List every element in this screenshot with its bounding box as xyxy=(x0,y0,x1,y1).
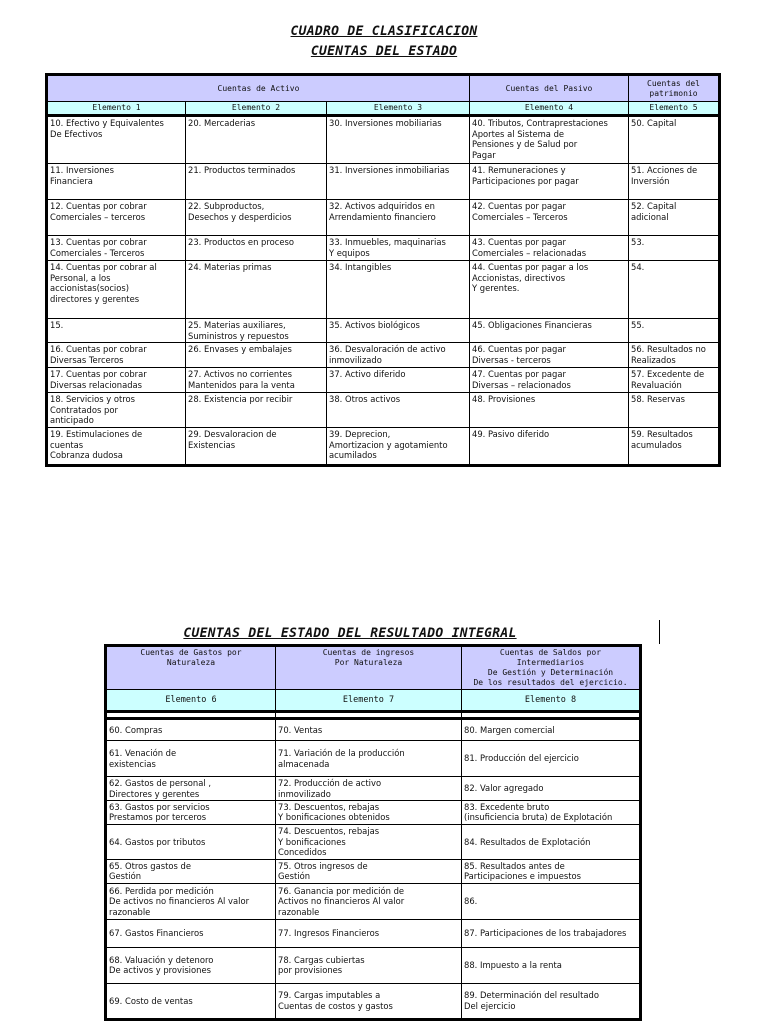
header-pasivo: Cuentas del Pasivo xyxy=(470,75,629,102)
account-cell: 15. xyxy=(47,319,186,343)
account-cell: 38. Otros activos xyxy=(327,393,470,428)
account-cell: 71. Variación de la producción almacenada xyxy=(276,741,462,777)
account-cell: 13. Cuentas por cobrar Comerciales - Terceros xyxy=(47,236,186,261)
account-cell: 81. Producción del ejercicio xyxy=(462,741,641,777)
element-header: Elemento 4 xyxy=(470,102,629,116)
income-statement-table xyxy=(104,644,642,1021)
table-row xyxy=(47,319,720,343)
table-row xyxy=(47,368,720,393)
header-gastos: Cuentas de Gastos por Naturaleza xyxy=(106,646,276,690)
table-row xyxy=(106,741,641,777)
header-patrimonio: Cuentas del patrimonio xyxy=(629,75,720,102)
account-cell: 56. Resultados no Realizados xyxy=(629,343,720,368)
table-row xyxy=(47,428,720,466)
account-cell: 42. Cuentas por pagar Comerciales – Terceros xyxy=(470,200,629,236)
account-cell: 73. Descuentos, rebajas Y bonificaciones obtenidos xyxy=(276,801,462,825)
element-header: Elemento 5 xyxy=(629,102,720,116)
account-cell: 66. Perdida por medición De activos no financieros Al valor razonable xyxy=(106,883,276,919)
account-cell: 40. Tributos, Contraprestaciones Aportes al Sistema de Pensiones y de Salud por Pagar xyxy=(470,116,629,164)
account-cell: 53. xyxy=(629,236,720,261)
separator xyxy=(106,712,276,719)
account-cell: 61. Venación de existencias xyxy=(106,741,276,777)
table-row xyxy=(106,777,641,801)
element-header: Elemento 1 xyxy=(47,102,186,116)
account-cell: 69. Costo de ventas xyxy=(106,983,276,1019)
account-cell: 26. Envases y embalajes xyxy=(186,343,327,368)
table-row xyxy=(47,164,720,200)
table-row xyxy=(47,393,720,428)
header-ingresos: Cuentas de ingresos Por Naturaleza xyxy=(276,646,462,690)
title-resultado-integral: CUENTAS DEL ESTADO DEL RESULTADO INTEGRAL xyxy=(183,626,517,641)
account-cell: 39. Deprecion, Amortizacion y agotamiento acumilados xyxy=(327,428,470,466)
table-row xyxy=(47,200,720,236)
account-cell: 11. Inversiones Financiera xyxy=(47,164,186,200)
element-header: Elemento 6 xyxy=(106,690,276,712)
account-cell: 78. Cargas cubiertas por provisiones xyxy=(276,947,462,983)
account-cell: 62. Gastos de personal , Directores y gerentes xyxy=(106,777,276,801)
account-cell: 28. Existencia por recibir xyxy=(186,393,327,428)
account-cell: 31. Inversiones inmobiliarias xyxy=(327,164,470,200)
element-header: Elemento 7 xyxy=(276,690,462,712)
account-cell: 63. Gastos por servicios Prestamos por terceros xyxy=(106,801,276,825)
account-cell: 21. Productos terminados xyxy=(186,164,327,200)
account-cell: 44. Cuentas por pagar a los Accionistas, directivos Y gerentes. xyxy=(470,261,629,319)
account-cell: 37. Activo diferido xyxy=(327,368,470,393)
account-cell: 89. Determinación del resultado Del ejercicio xyxy=(462,983,641,1019)
account-cell: 43. Cuentas por pagar Comerciales – relacionadas xyxy=(470,236,629,261)
account-cell: 84. Resultados de Explotación xyxy=(462,824,641,859)
element-header: Elemento 2 xyxy=(186,102,327,116)
account-cell: 33. Inmuebles, maquinarias Y equipos xyxy=(327,236,470,261)
table-row xyxy=(47,116,720,164)
table-row xyxy=(106,801,641,825)
divider xyxy=(659,620,660,644)
account-cell: 67. Gastos Financieros xyxy=(106,919,276,947)
account-cell: 86. xyxy=(462,883,641,919)
account-cell: 29. Desvaloracion de Existencias xyxy=(186,428,327,466)
account-cell: 36. Desvaloración de activo inmovilizado xyxy=(327,343,470,368)
account-cell: 45. Obligaciones Financieras xyxy=(470,319,629,343)
account-cell: 83. Excedente bruto (insuficiencia bruta) de Explotación xyxy=(462,801,641,825)
account-cell: 48. Provisiones xyxy=(470,393,629,428)
account-cell: 82. Valor agregado xyxy=(462,777,641,801)
table-row xyxy=(47,236,720,261)
table-row xyxy=(47,261,720,319)
account-cell: 49. Pasivo diferido xyxy=(470,428,629,466)
table-row xyxy=(106,859,641,883)
header-saldos: Cuentas de Saldos por Intermediarios De Gestión y Determinación De los resultados del ejercicio. xyxy=(462,646,641,690)
account-cell: 65. Otros gastos de Gestión xyxy=(106,859,276,883)
account-cell: 60. Compras xyxy=(106,719,276,741)
table-row xyxy=(106,824,641,859)
account-cell: 51. Acciones de Inversión xyxy=(629,164,720,200)
account-cell: 75. Otros ingresos de Gestión xyxy=(276,859,462,883)
account-cell: 68. Valuación y detenoro De activos y provisiones xyxy=(106,947,276,983)
account-cell: 87. Participaciones de los trabajadores xyxy=(462,919,641,947)
table-row xyxy=(106,883,641,919)
account-cell: 35. Activos biológicos xyxy=(327,319,470,343)
account-cell: 79. Cargas imputables a Cuentas de costos y gastos xyxy=(276,983,462,1019)
element-header: Elemento 3 xyxy=(327,102,470,116)
account-cell: 47. Cuentas por pagar Diversas – relacionados xyxy=(470,368,629,393)
account-cell: 74. Descuentos, rebajas Y bonificaciones Concedidos xyxy=(276,824,462,859)
separator xyxy=(276,712,462,719)
account-cell: 77. Ingresos Financieros xyxy=(276,919,462,947)
classification-table xyxy=(45,73,721,467)
account-cell: 58. Reservas xyxy=(629,393,720,428)
account-cell: 12. Cuentas por cobrar Comerciales – terceros xyxy=(47,200,186,236)
header-activo: Cuentas de Activo xyxy=(47,75,470,102)
element-header: Elemento 8 xyxy=(462,690,641,712)
table-row xyxy=(106,719,641,741)
account-cell: 27. Activos no corrientes Mantenidos para la venta xyxy=(186,368,327,393)
table-row xyxy=(106,983,641,1019)
account-cell: 55. xyxy=(629,319,720,343)
account-cell: 23. Productos en proceso xyxy=(186,236,327,261)
title-clasificacion: CUADRO DE CLASIFICACION xyxy=(290,24,478,39)
account-cell: 34. Intangibles xyxy=(327,261,470,319)
account-cell: 24. Materias primas xyxy=(186,261,327,319)
separator xyxy=(462,712,641,719)
account-cell: 32. Activos adquiridos en Arrendamiento financiero xyxy=(327,200,470,236)
element-row xyxy=(47,102,720,116)
account-cell: 85. Resultados antes de Participaciones e impuestos xyxy=(462,859,641,883)
account-cell: 20. Mercaderias xyxy=(186,116,327,164)
account-cell: 14. Cuentas por cobrar al Personal, a los accionistas(socios) directores y gerentes xyxy=(47,261,186,319)
account-cell: 41. Remuneraciones y Participaciones por pagar xyxy=(470,164,629,200)
account-cell: 16. Cuentas por cobrar Diversas Terceros xyxy=(47,343,186,368)
title-cuentas-estado: CUENTAS DEL ESTADO xyxy=(310,44,458,59)
table-row xyxy=(106,919,641,947)
account-cell: 30. Inversiones mobiliarias xyxy=(327,116,470,164)
account-cell: 64. Gastos por tributos xyxy=(106,824,276,859)
account-cell: 52. Capital adicional xyxy=(629,200,720,236)
account-cell: 46. Cuentas por pagar Diversas - terceros xyxy=(470,343,629,368)
account-cell: 57. Excedente de Revaluación xyxy=(629,368,720,393)
account-cell: 18. Servicios y otros Contratados por anticipado xyxy=(47,393,186,428)
account-cell: 70. Ventas xyxy=(276,719,462,741)
account-cell: 10. Efectivo y Equivalentes De Efectivos xyxy=(47,116,186,164)
account-cell: 25. Materias auxiliares, Suministros y repuestos xyxy=(186,319,327,343)
account-cell: 59. Resultados acumulados xyxy=(629,428,720,466)
table-row xyxy=(106,947,641,983)
account-cell: 72. Producción de activo inmovilizado xyxy=(276,777,462,801)
account-cell: 50. Capital xyxy=(629,116,720,164)
table-row xyxy=(47,343,720,368)
account-cell: 19. Estimulaciones de cuentas Cobranza dudosa xyxy=(47,428,186,466)
account-cell: 76. Ganancia por medición de Activos no financieros Al valor razonable xyxy=(276,883,462,919)
account-cell: 80. Margen comercial xyxy=(462,719,641,741)
account-cell: 88. Impuesto a la renta xyxy=(462,947,641,983)
account-cell: 54. xyxy=(629,261,720,319)
account-cell: 22. Subproductos, Desechos y desperdicios xyxy=(186,200,327,236)
account-cell: 17. Cuentas por cobrar Diversas relacionadas xyxy=(47,368,186,393)
